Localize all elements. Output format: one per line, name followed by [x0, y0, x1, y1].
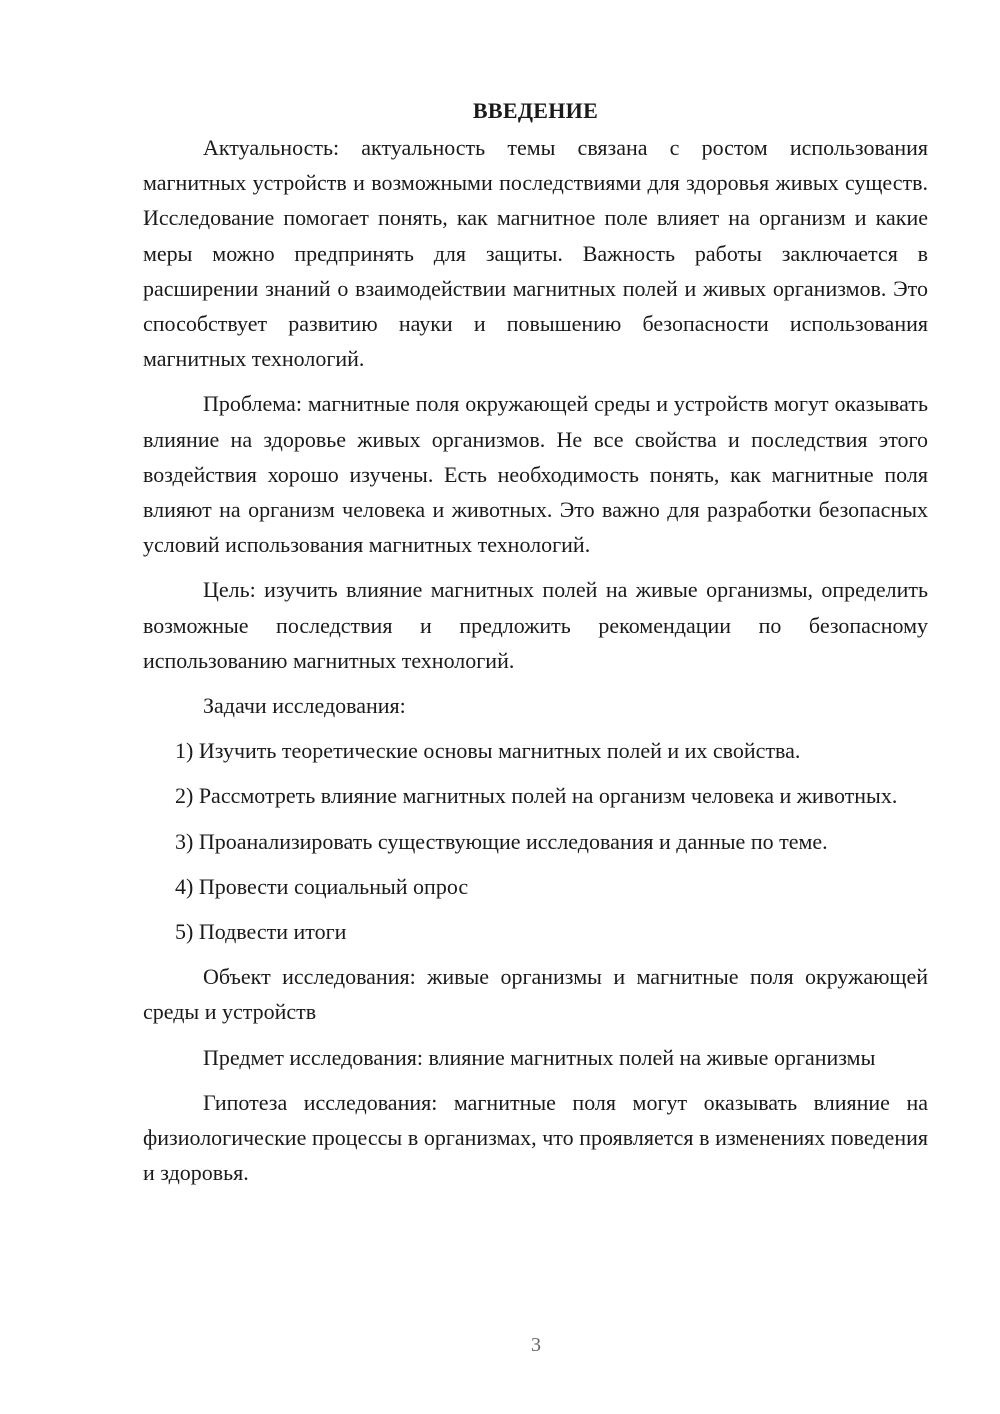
- task-item-3: 3) Проанализировать существующие исследования и данные по теме.: [175, 828, 828, 854]
- paragraph-problem: Проблема: магнитные поля окружающей среды и устройств могут оказывать влияние на здоровье живых организмов. Не все свойства и последствия этого воздействия хорошо изучены. Есть необходимость понять, как магнитные поля влияют на организм человека и животных. Это важно для разработки безопасных условий использования магнитных технологий.: [143, 391, 928, 558]
- tasks-heading: Задачи исследования:: [203, 693, 406, 719]
- paragraph-goal: Цель: изучить влияние магнитных полей на живые организмы, определить возможные последствия и предложить рекомендации по безопасному использованию магнитных технологий.: [143, 577, 928, 673]
- task-item-5: 5) Подвести итоги: [175, 919, 347, 945]
- paragraph-object: Объект исследования: живые организмы и магнитные поля окружающей среды и устройств: [143, 964, 928, 1025]
- document-page: [143, 96, 928, 1190]
- task-item-2: 2) Рассмотреть влияние магнитных полей на организм человека и животных.: [175, 783, 898, 809]
- paragraph-hypothesis: Гипотеза исследования: магнитные поля могут оказывать влияние на физиологические процессы в организмах, что проявляется в изменениях поведения и здоровья.: [143, 1089, 928, 1186]
- paragraph-relevance: Актуальность: актуальность темы связана с ростом использования магнитных устройств и возможными последствиями для здоровья живых существ. Исследование помогает понять, как магнитное поле влияет на организм и какие меры можно предпринять для защиты. Важность работы заключается в расширении знаний о взаимодействии магнитных полей и живых организмов. Это способствует развитию науки и повышению безопасности использования магнитных технологий.: [143, 135, 928, 372]
- task-item-1: 1) Изучить теоретические основы магнитных полей и их свойства.: [175, 738, 801, 764]
- document-title: ВВЕДЕНИЕ: [472, 98, 599, 123]
- task-item-4: 4) Провести социальный опрос: [175, 873, 469, 899]
- page-number: 3: [531, 1334, 541, 1356]
- paragraph-subject: Предмет исследования: влияние магнитных полей на живые организмы: [203, 1044, 876, 1070]
